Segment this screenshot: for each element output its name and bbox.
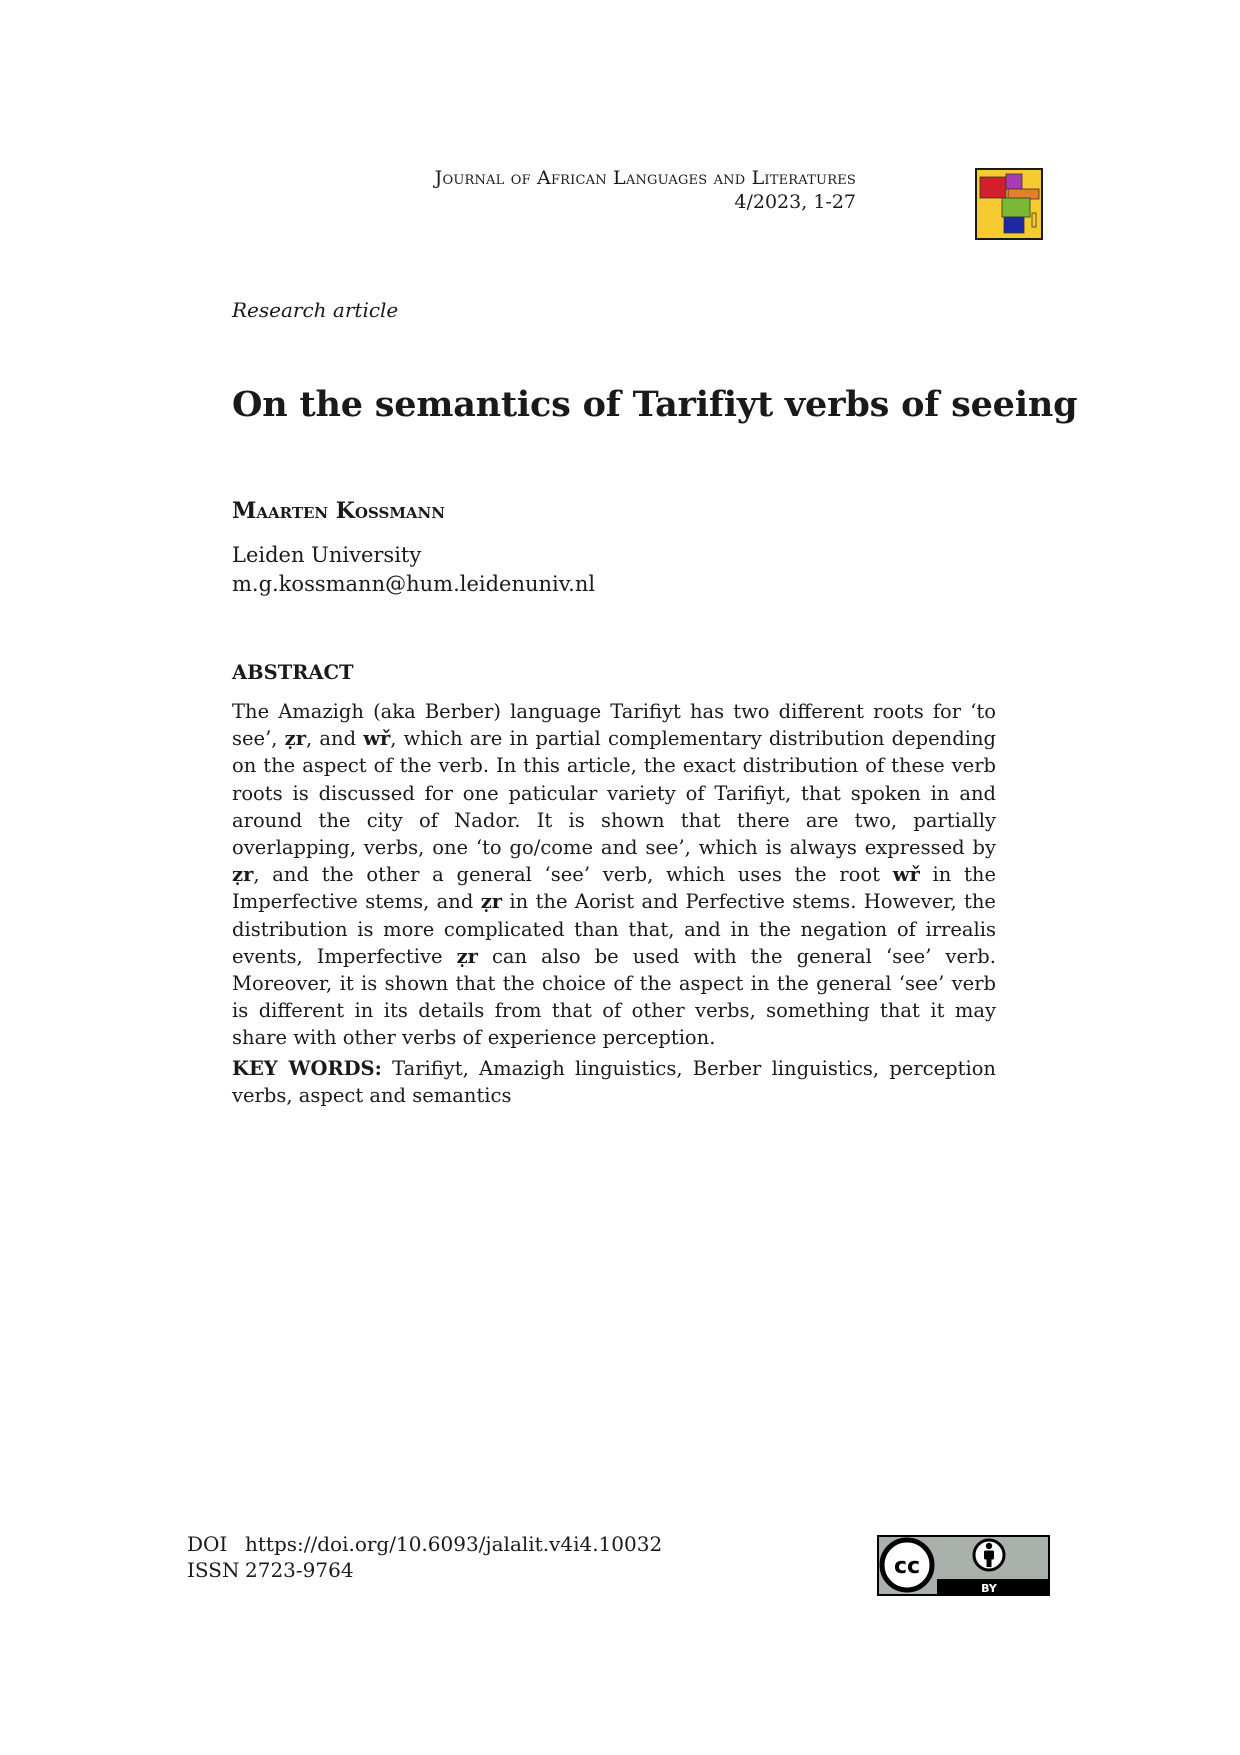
keywords-list: Tarifiyt, Amazigh linguistics, Berber linguistics, perception verbs, aspect and semantics xyxy=(232,1057,996,1108)
issn-value: 2723-9764 xyxy=(245,1558,354,1582)
issn-label: ISSN xyxy=(187,1558,240,1582)
author-email[interactable]: m.g.kossmann@hum.leidenuniv.nl xyxy=(232,572,596,596)
abstract-heading: ABSTRACT xyxy=(232,661,354,684)
publication-meta xyxy=(187,1531,662,1583)
keywords-label: KEY WORDS: xyxy=(232,1057,382,1080)
keywords xyxy=(232,1055,996,1109)
doi-row xyxy=(187,1531,662,1557)
doi-label: DOI xyxy=(187,1532,228,1556)
author-name: Maarten Kossmann xyxy=(232,498,445,524)
svg-text:cc: cc xyxy=(893,1554,921,1579)
doi-link[interactable]: https://doi.org/10.6093/jalalit.v4i4.10032 xyxy=(245,1532,663,1556)
article-title: On the semantics of Tarifiyt verbs of seeing xyxy=(232,384,1078,425)
license-label: BY xyxy=(981,1582,997,1595)
attribution-icon xyxy=(974,1540,1004,1570)
cc-icon xyxy=(882,1540,932,1590)
issn-row xyxy=(187,1557,662,1583)
article-type: Research article xyxy=(232,298,399,322)
author-affiliation: Leiden University xyxy=(232,543,422,567)
abstract-text: The Amazigh (aka Berber) language Tarifiyt has two different roots for ‘to see’, ẓr, and wř, which are in partial complementary distribution depending on the aspect of the verb. In this article, the exact distribution of these verb roots is discussed for one paticular variety of Tarifiyt, that spoken in and around the city of Nador. It is shown that there are two, partially overlapping, verbs, one ‘to go/come and see’, which is always expressed by ẓr, and the other a general ‘see’ verb, which uses the root wř in the Imperfective stems, and ẓr in the Aorist and Perfective stems. However, the distribution is more complicated than that, and in the negation of irrealis events, Imperfective ẓr can also be used with the general ‘see’ verb. Moreover, it is shown that the choice of the aspect in the general ‘see’ verb is different in its details from that of other verbs, something that it may share with other verbs of experience perception. xyxy=(232,700,997,1050)
journal-name: Journal of African Languages and Literatures xyxy=(434,167,856,189)
journal-issue: 4/2023, 1-27 xyxy=(734,191,856,213)
journal-header xyxy=(435,166,856,214)
cc-by-license-badge[interactable] xyxy=(877,1535,1050,1596)
author-info xyxy=(232,541,595,599)
journal-logo xyxy=(975,168,1043,240)
